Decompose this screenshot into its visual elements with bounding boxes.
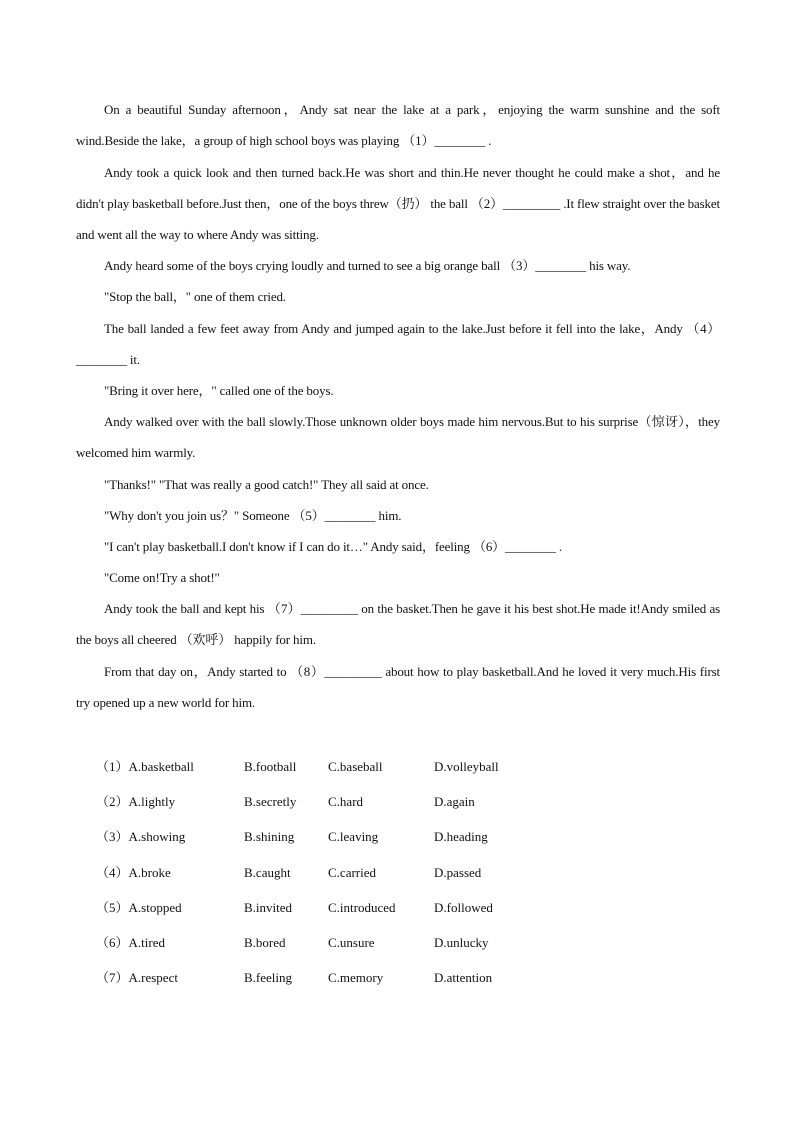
passage-paragraph: "Why don't you join us？" Someone （5）________ him. bbox=[104, 508, 402, 523]
option-c: C.carried bbox=[328, 864, 377, 880]
option-d: D.passed bbox=[434, 864, 482, 880]
option-d: D.volleyball bbox=[434, 759, 499, 774]
passage-paragraph: On a beautiful Sunday afternoon，Andy sat near the lake at a park，enjoying the warm sunshine and the soft wind.Beside the lake，a group of high school boys was playing （1）________ . bbox=[76, 102, 720, 148]
option-a: （5）A.stopped bbox=[96, 899, 182, 915]
passage-paragraph: "Thanks!" "That was really a good catch!" They all said at once. bbox=[104, 477, 429, 492]
option-c: C.leaving bbox=[328, 829, 379, 845]
option-b: B.invited bbox=[244, 899, 293, 915]
option-c: C.hard bbox=[328, 794, 364, 810]
option-b: B.football bbox=[244, 759, 297, 774]
option-d: D.unlucky bbox=[434, 934, 489, 950]
option-a: （4）A.broke bbox=[96, 864, 171, 880]
passage-paragraph: "Come on!Try a shot!" bbox=[104, 570, 220, 585]
option-a: （3）A.showing bbox=[96, 829, 186, 845]
option-b: B.bored bbox=[244, 934, 286, 950]
option-b: B.feeling bbox=[244, 970, 293, 986]
option-d: D.followed bbox=[434, 899, 493, 915]
option-c: C.introduced bbox=[328, 899, 396, 915]
option-c: C.baseball bbox=[328, 759, 383, 774]
option-c: C.unsure bbox=[328, 934, 375, 950]
option-b: B.caught bbox=[244, 864, 291, 880]
passage-paragraph: The ball landed a few feet away from Andy and jumped again to the lake.Just before it fell into the lake，Andy （4）________ it. bbox=[76, 321, 720, 367]
option-b: B.shining bbox=[244, 829, 295, 845]
option-d: D.attention bbox=[434, 970, 493, 986]
option-c: C.memory bbox=[328, 970, 384, 986]
option-a: （2）A.lightly bbox=[96, 794, 176, 810]
option-d: D.heading bbox=[434, 829, 488, 845]
option-b: B.secretly bbox=[244, 794, 297, 810]
passage-paragraph: Andy took the ball and kept his （7）_________ on the basket.Then he gave it his best shot.He made it!Andy smiled as the boys all cheered （欢呼） happily for him. bbox=[76, 601, 720, 647]
option-d: D.again bbox=[434, 794, 475, 810]
passage-paragraph: Andy heard some of the boys crying loudly and turned to see a big orange ball （3）________ his way. bbox=[104, 258, 631, 273]
option-a: （1）A.basketball bbox=[96, 759, 194, 774]
option-a: （6）A.tired bbox=[96, 934, 165, 950]
passage-paragraph: Andy took a quick look and then turned back.He was short and thin.He never thought he could make a shot，and he didn't play basketball before.Just then，one of the boys threw（扔） the ball （2）_________ .It flew straight over the basket and went all the way to where Andy was sitting. bbox=[76, 165, 720, 242]
passage-paragraph: From that day on，Andy started to （8）_________ about how to play basketball.And he loved it very much.His first try opened up a new world for him. bbox=[76, 664, 720, 710]
passage-paragraph: Andy walked over with the ball slowly.Those unknown older boys made him nervous.But to his surprise（惊讶），they welcomed him warmly. bbox=[76, 414, 720, 460]
option-a: （7）A.respect bbox=[96, 970, 178, 986]
passage-paragraph: "Stop the ball，" one of them cried. bbox=[104, 289, 286, 304]
passage-paragraph: "I can't play basketball.I don't know if I can do it…" Andy said，feeling （6）________ . bbox=[104, 539, 563, 554]
passage-paragraph: "Bring it over here，" called one of the boys. bbox=[104, 383, 334, 398]
